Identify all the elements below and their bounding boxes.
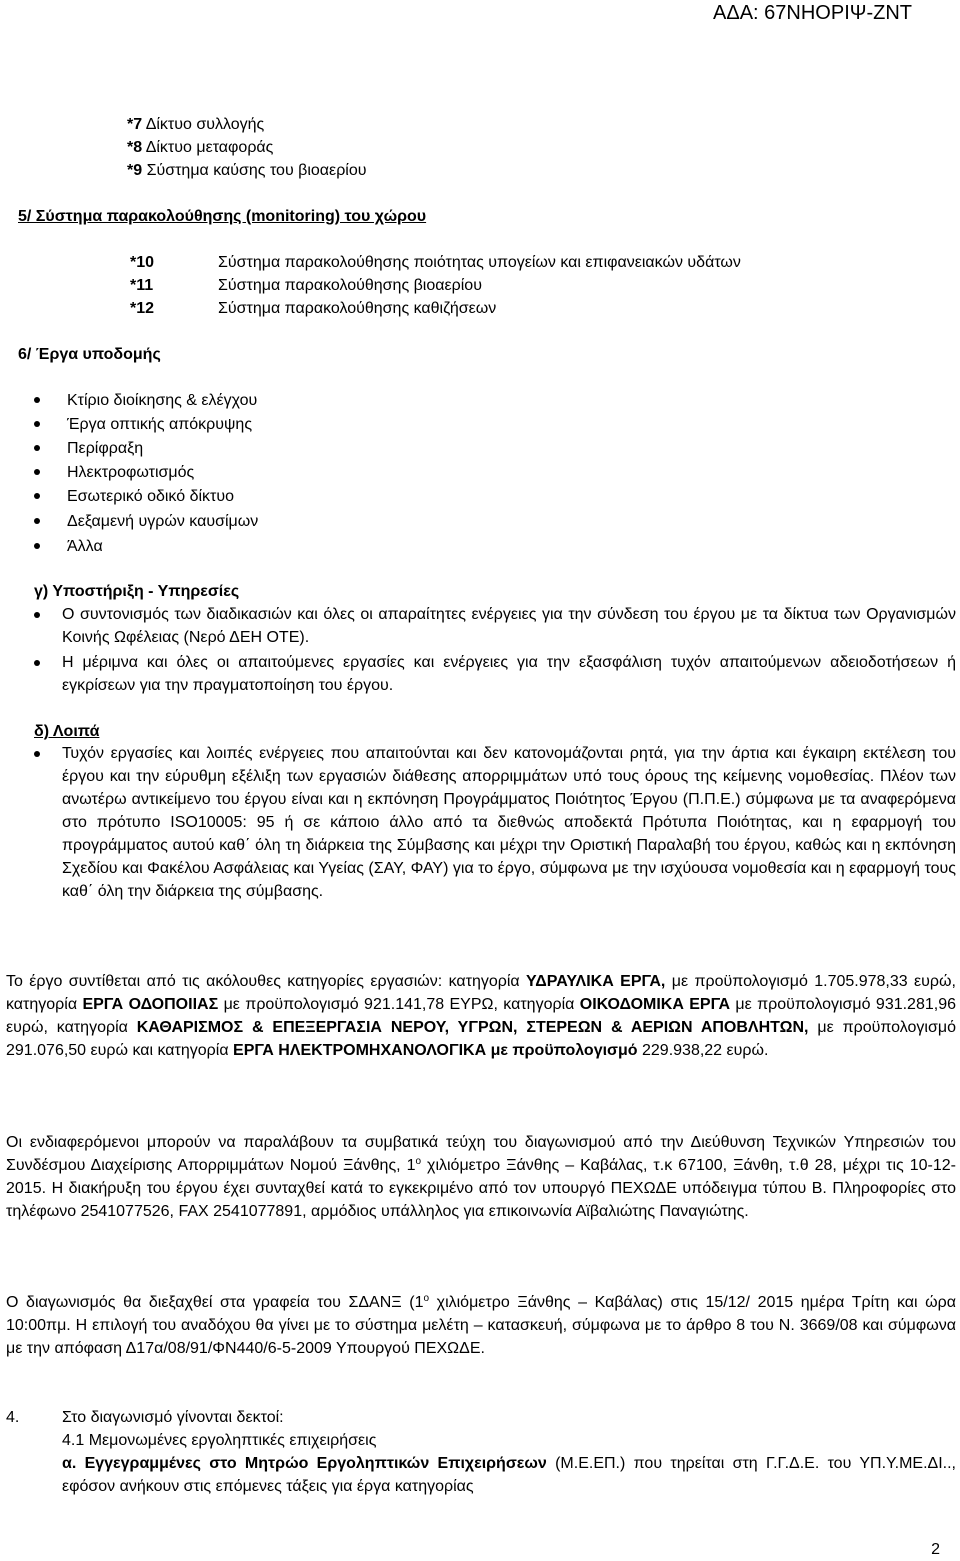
list-item: Ηλεκτροφωτισμός bbox=[67, 464, 195, 481]
list-item: Κτίριο διοίκησης & ελέγχου bbox=[67, 392, 258, 409]
bullet-icon bbox=[34, 612, 40, 618]
section6-title: 6/ Έργα υποδομής bbox=[18, 346, 161, 363]
bullet-icon bbox=[34, 421, 40, 427]
categories-paragraph: Το έργο συντίθεται από τις ακόλουθες κατηγορίες εργασιών: κατηγορία ΥΔΡΑΥΛΙΚΑ ΕΡΓΑ, με προϋπολογισμό 1.705.978,33 ευρώ, κατηγορία ΕΡΓΑ ΟΔΟΠΟΙΙΑΣ με προϋπολογισμό 921.141,78 ΕΥΡΩ, κατηγορία ΟΙΚΟΔΟΜΙΚΑ ΕΡΓΑ με προϋπολογισμό 931.281,96 ευρώ, κατηγορία ΚΑΘΑΡΙΣΜΟΣ & ΕΠΕΞΕΡΓΑΣΙΑ ΝΕΡΟΥ, ΥΓΡΩΝ, ΣΤΕΡΕΩΝ & ΑΕΡΙΩΝ ΑΠΟΒΛΗΤΩΝ, με προϋπολογισμό 291.076,50 ευρώ και κατηγορία ΕΡΓΑ ΗΛΕΚΤΡΟΜΗΧΑΝΟΛΟΓΙΚΑ με προϋπολογισμό 229.938,22 ευρώ. bbox=[6, 973, 956, 1059]
page-number: 2 bbox=[931, 1541, 940, 1558]
list-item: Ο συντονισμός των διαδικασιών και όλες οι απαραίτητες ενέργειες για την σύνδεση του έργου με τα δίκτυα των Οργανισμών Κοινής Ωφέλειας (Νερό ΔΕΗ ΟΤΕ). bbox=[62, 606, 956, 646]
bullet-icon bbox=[34, 660, 40, 666]
list-item: Η μέριμνα και όλες οι απαιτούμενες εργασίες και ενέργειες για την εξασφάλιση τυχόν απαιτούμενων αδειοδοτήσεων ή εγκρίσεων για την πραγματοποίηση του έργου. bbox=[62, 654, 956, 694]
section5-title: 5/ Σύστημα παρακολούθησης (monitoring) του χώρου bbox=[18, 208, 427, 225]
bullet-icon bbox=[34, 397, 40, 403]
bullet-icon bbox=[34, 493, 40, 499]
bullet-icon bbox=[34, 445, 40, 451]
bullet-icon bbox=[34, 543, 40, 549]
section4-a: α. Εγγεγραμμένες στο Μητρώο Εργοληπτικών Επιχειρήσεων (Μ.Ε.ΕΠ.) που τηρείται στη Γ.Γ.Δ.Ε. του ΥΠ.Υ.ΜΕ.ΔΙ.., εφόσον ανήκουν στις επόμενες τάξεις για έργα κατηγορίας bbox=[62, 1455, 956, 1495]
section-d-title: δ) Λοιπά bbox=[34, 723, 100, 740]
list-item: Εσωτερικό οδικό δίκτυο bbox=[67, 488, 235, 505]
section4-title: Στο διαγωνισμό γίνονται δεκτοί: bbox=[62, 1409, 284, 1426]
list-item: Άλλα bbox=[67, 538, 103, 555]
list-item: *8 Δίκτυο μεταφοράς bbox=[127, 139, 274, 156]
list-item: *9 Σύστημα καύσης του βιοαερίου bbox=[127, 162, 367, 179]
list-item: *7 Δίκτυο συλλογής bbox=[127, 116, 265, 133]
tender-paragraph: Ο διαγωνισμός θα διεξαχθεί στα γραφεία του ΣΔΑΝΞ ($1^o$ χιλιόμετρο Ξάνθης – Καβάλας) στις 15/12/ 2015 ημέρα Τρίτη και ώρα 10:00πμ. Η επιλογή του αναδόχου θα γίνει με το σύστημα μελέτη – κατασκευή, σύμφωνα με το άρθρο 8 του Ν. 3669/08 και σύμφωνα με την απόφαση Δ17α/08/91/ΦΝ440/6-5-2009 Υπουργού ΠΕΧΩΔΕ. bbox=[6, 1293, 957, 1357]
ada-header: ΑΔΑ: 67ΝΗΟΡΙΨ-ΖΝΤ bbox=[713, 2, 912, 24]
section-g-title: γ) Υποστήριξη - Υπηρεσίες bbox=[34, 583, 240, 600]
section4-number: 4. bbox=[6, 1409, 20, 1426]
interested-paragraph: Οι ενδιαφερόμενοι μπορούν να παραλάβουν τα συμβατικά τεύχη του διαγωνισμού από την Διεύθυνση Τεχνικών Υπηρεσιών του Συνδέσμου Διαχείρισης Απορριμμάτων Νομού Ξάνθης, $1^o$ χιλιόμετρο Ξάνθης – Καβάλας, τ.κ 67100, Ξάνθη, τ.θ 28, μέχρι τις 10-12-2015. Η διακήρυξη του έργου έχει συνταχθεί κατά το εγκεκριμένο από τον υπουργό ΠΕΧΩΔΕ υπόδειγμα τύπου Β. Πληροφορίες στο τηλέφωνο 2541077526, FAX 2541077891, αρμόδιος υπάλληλος για επικοινωνία Αϊβαλιώτης Παναγιώτης. bbox=[6, 1134, 956, 1220]
list-item: Δεξαμενή υγρών καυσίμων bbox=[67, 513, 259, 530]
bullet-icon bbox=[34, 469, 40, 475]
bullet-icon bbox=[34, 518, 40, 524]
list-item: Έργα οπτικής απόκρυψης bbox=[67, 416, 253, 433]
list-item: Περίφραξη bbox=[67, 440, 144, 457]
bullet-icon bbox=[34, 751, 40, 757]
section-d-text: Τυχόν εργασίες και λοιπές ενέργειες που απαιτούνται και δεν κατονομάζονται ρητά, για την άρτια και έγκαιρη εκτέλεση του έργου και την εύρυθμη εξέλιξη των εργασιών διάθεσης απορριμμάτων υπό τους όρους της κείμενης νομοθεσίας. Πλέον των ανωτέρω αντικείμενο του έργου είναι και η εκπόνηση Προγράμματος Ποιότητος Έργου (Π.Π.Ε.) σύμφωνα με τα αναφερόμενα στο πρότυπο ISO10005: 95 ή σε κάποιο άλλο από τα διεθνώς αποδεκτά Πρότυπα Ποιότητας, και η εφαρμογή του προγράμματος αυτού καθ΄ όλη τη διάρκεια της Σύμβασης και μέχρι την Οριστική Παραλαβή του έργου, καθώς και η εκπόνηση Σχεδίου και Φακέλου Ασφάλειας και Υγείας (ΣΑΥ, ΦΑΥ) για το έργο, σύμφωνα με την ισχύουσα νομοθεσία και η εφαρμογή τους καθ΄ όλη την διάρκεια της σύμβασης. bbox=[62, 745, 956, 900]
section4-sub: 4.1 Μεμονωμένες εργοληπτικές επιχειρήσεις bbox=[62, 1432, 377, 1449]
